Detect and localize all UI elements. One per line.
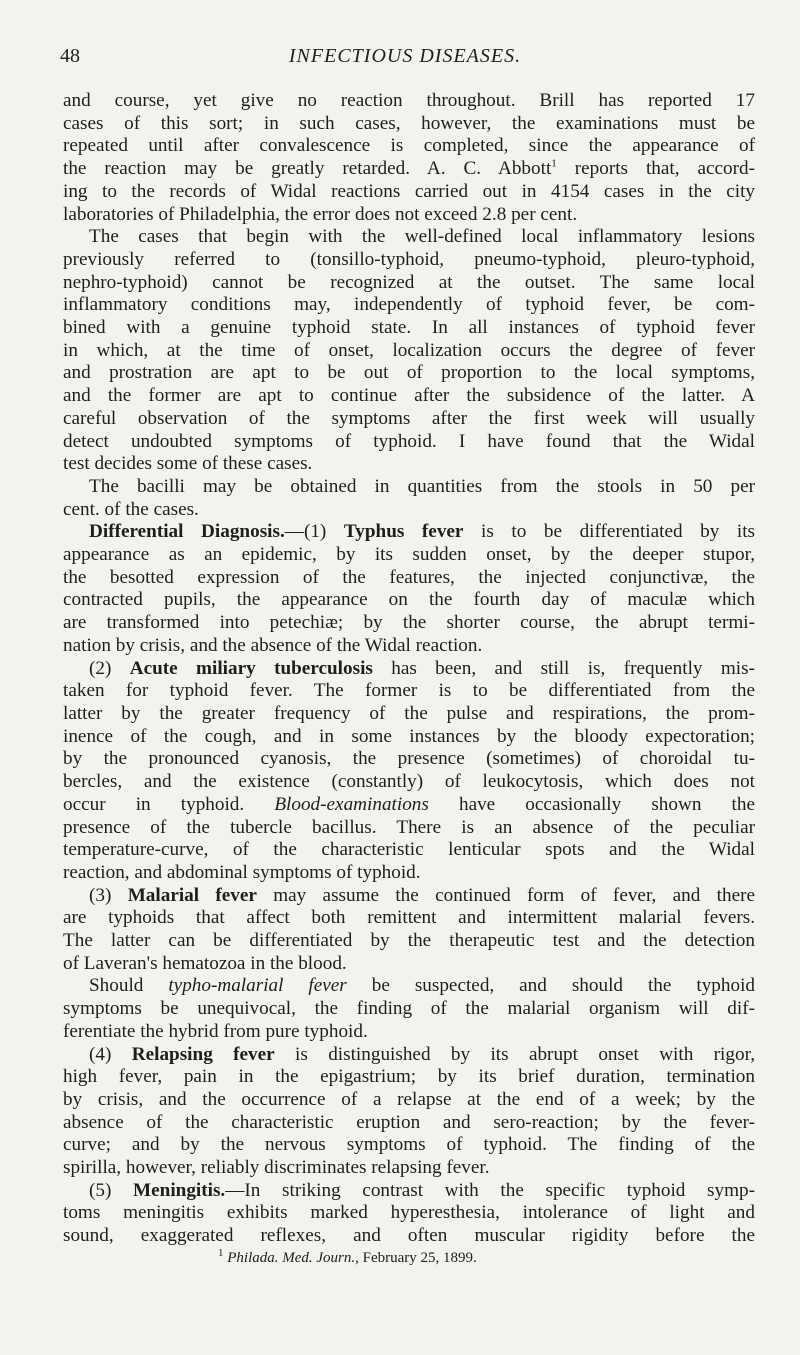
text-line: the reaction may be greatly retarded. A. C. Abbott$^1$ reports that, accord-	[63, 157, 756, 180]
footnote-date: , February 25, 1899.	[355, 1249, 477, 1266]
text-line: presence of the tubercle bacillus. There is an absence of the peculiar	[63, 816, 755, 838]
text-line: The bacilli may be obtained in quantities from the stools in 50 per	[89, 475, 755, 497]
text-line: nephro-typhoid) cannot be recognized at the outset. The same local	[63, 271, 755, 293]
text-line: are transformed into petechiæ; by the shorter course, the abrupt termi-	[63, 612, 755, 634]
text-line: detect undoubted symptoms of typhoid. I have found that the Widal	[63, 430, 755, 452]
text-line: absence of the characteristic eruption and sero-reaction; by the fever-	[63, 1111, 755, 1133]
text-line: by crisis, and the occurrence of a relapse at the end of a week; by the	[63, 1088, 755, 1110]
footnote	[63, 1246, 755, 1267]
text-line: inflammatory conditions may, independently of typhoid fever, be com-	[63, 294, 755, 316]
text-line: careful observation of the symptoms after the first week will usually	[63, 407, 755, 429]
text-line: laboratories of Philadelphia, the error does not exceed 2.8 per cent.	[63, 203, 578, 225]
text-line: reaction, and abdominal symptoms of typhoid.	[63, 861, 421, 883]
running-title: INFECTIOUS DISEASES.	[288, 45, 522, 67]
text-line: toms meningitis exhibits marked hyperesthesia, intolerance of light and	[63, 1202, 755, 1224]
text-line: the besotted expression of the features, the injected conjunctivæ, the	[63, 566, 755, 588]
text-line: Should typho-malarial fever be suspected, and should the typhoid	[89, 975, 755, 997]
text-line: are typhoids that affect both remittent and intermittent malarial fevers.	[63, 907, 755, 929]
text-line: spirilla, however, reliably discriminates relapsing fever.	[63, 1157, 490, 1179]
text-line: (2) Acute miliary tuberculosis has been, and still is, frequently mis-	[89, 657, 755, 679]
section-heading: Differential Diagnosis.	[89, 521, 285, 543]
text-line: appearance as an epidemic, by its sudden onset, by the deeper stupor,	[63, 544, 755, 566]
text-line: cases of this sort; in such cases, however, the examinations must be	[63, 112, 755, 134]
text-line: of Laveran's hematozoa in the blood.	[63, 952, 347, 974]
text-line: (5) Meningitis.—In striking contrast with the specific typhoid symp-	[89, 1179, 756, 1201]
page-number: 48	[60, 45, 80, 67]
page-header	[60, 45, 750, 75]
footnote-marker: 1	[218, 1246, 224, 1259]
text-line: sound, exaggerated reflexes, and often muscular rigidity before the	[63, 1225, 755, 1247]
disease-term: Relapsing fever	[131, 1043, 275, 1065]
footnote-ref: 1	[551, 157, 557, 170]
text-line: latter by the greater frequency of the pulse and respirations, the prom-	[63, 702, 755, 724]
text-line: bercles, and the existence (constantly) of leukocytosis, which does not	[63, 771, 755, 793]
text-line: cent. of the cases.	[63, 498, 199, 520]
text-line: The latter can be differentiated by the therapeutic test and the detection	[63, 930, 755, 952]
disease-term: Meningitis.	[133, 1179, 226, 1201]
emphasis-term: typho-malarial fever	[168, 975, 347, 997]
text-line: nation by crisis, and the absence of the Widal reaction.	[63, 634, 483, 656]
text-line: and prostration are apt to be out of proportion to the local symptoms,	[63, 362, 755, 384]
text-line: bined with a genuine typhoid state. In all instances of typhoid fever	[63, 317, 755, 339]
text-line: by the pronounced cyanosis, the presence (sometimes) of choroidal tu-	[63, 748, 755, 770]
text-line: repeated until after convalescence is completed, since the appearance of	[63, 135, 755, 157]
text-line: and the former are apt to continue after the subsidence of the latter. A	[63, 385, 755, 407]
emphasis-term: Blood-examinations	[274, 793, 429, 815]
text-line: contracted pupils, the appearance on the fourth day of maculæ which	[63, 589, 755, 611]
text-line: ferentiate the hybrid from pure typhoid.	[63, 1020, 368, 1042]
text-line: (4) Relapsing fever is distinguished by its abrupt onset with rigor,	[89, 1043, 755, 1065]
text-line: curve; and by the nervous symptoms of typhoid. The finding of the	[63, 1134, 755, 1156]
text-line: ing to the records of Widal reactions carried out in 4154 cases in the city	[63, 180, 755, 202]
text-line: in which, at the time of onset, localization occurs the degree of fever	[63, 339, 755, 361]
text-line: Differential Diagnosis.—(1) Typhus fever is to be differentiated by its	[89, 521, 756, 543]
text-line: The cases that begin with the well-defined local inflammatory lesions	[89, 226, 755, 248]
text-line: test decides some of these cases.	[63, 453, 313, 475]
text-line: temperature-curve, of the characteristic lenticular spots and the Widal	[63, 839, 755, 861]
disease-term: Acute miliary tuberculosis	[129, 657, 373, 679]
body-text	[63, 90, 755, 1267]
text-line: previously referred to (tonsillo-typhoid, pneumo-typhoid, pleuro-typhoid,	[63, 248, 755, 270]
text-line: high fever, pain in the epigastrium; by its brief duration, termination	[63, 1066, 755, 1088]
text-line: taken for typhoid fever. The former is to be differentiated from the	[63, 680, 755, 702]
text-line: inence of the cough, and in some instances by the bloody expectoration;	[63, 725, 755, 747]
text-line: occur in typhoid. Blood-examinations have occasionally shown the	[63, 793, 755, 815]
disease-term: Malarial fever	[127, 884, 257, 906]
text-line: and course, yet give no reaction throughout. Brill has reported 17	[63, 90, 755, 111]
text-line: symptoms be unequivocal, the finding of the malarial organism will dif-	[63, 998, 755, 1020]
text-line: (3) Malarial fever may assume the continued form of fever, and there	[89, 884, 756, 906]
footnote-journal: Philada. Med. Journ.	[227, 1249, 356, 1266]
disease-term: Typhus fever	[343, 521, 464, 543]
